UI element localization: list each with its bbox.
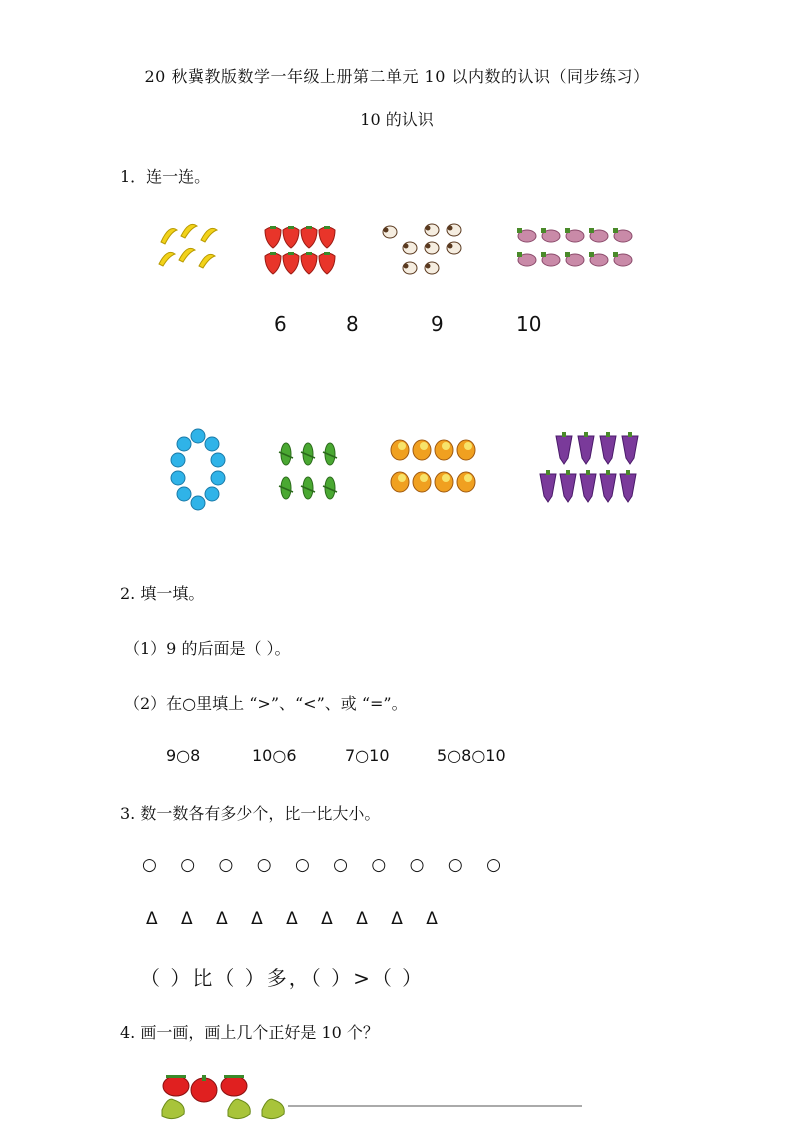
page-subtitle: 10 的认识 <box>360 110 434 129</box>
compare-expression: 9○8 <box>166 746 201 765</box>
compare-expression: 10○6 <box>252 746 297 765</box>
chick-group <box>388 436 478 500</box>
banana-group <box>155 220 227 280</box>
question-2-item-1: （1）9 的后面是（ ）。 <box>124 639 291 658</box>
grasshopper-group <box>276 438 342 504</box>
compare-expression: 5○8○10 <box>437 746 506 765</box>
blue-bead-ring <box>170 428 226 512</box>
apple-pear-drawing <box>158 1072 588 1122</box>
number-9: 9 <box>431 312 444 336</box>
compare-expression: 7○10 <box>345 746 390 765</box>
question-4-label: 4. 画一画，画上几个正好是 10 个？ <box>120 1023 379 1042</box>
question-1-label: 1．连一连。 <box>120 167 211 186</box>
circle-row: ○ ○ ○ ○ ○ ○ ○ ○ ○ ○ <box>142 855 510 875</box>
page-title: 20 秋冀教版数学一年级上册第二单元 10 以内数的认识（同步练习） <box>144 67 650 86</box>
number-6: 6 <box>274 312 287 336</box>
question-3-label: 3. 数一数各有多少个，比一比大小。 <box>120 804 381 823</box>
number-8: 8 <box>346 312 359 336</box>
grape-group <box>538 432 642 506</box>
puppy-group <box>380 222 466 282</box>
number-10: 10 <box>516 312 542 336</box>
question-2-label: 2. 填一填。 <box>120 584 205 603</box>
question-2-item-2: （2）在○里填上 “>”、“<”、或 “=”。 <box>124 694 408 713</box>
triangle-row: Δ Δ Δ Δ Δ Δ Δ Δ Δ <box>146 909 447 929</box>
strawberry-group <box>262 222 342 278</box>
comparison-sentence: （ ）比（ ）多，（ ）>（ ） <box>140 966 425 990</box>
eggplant-group <box>515 224 641 274</box>
